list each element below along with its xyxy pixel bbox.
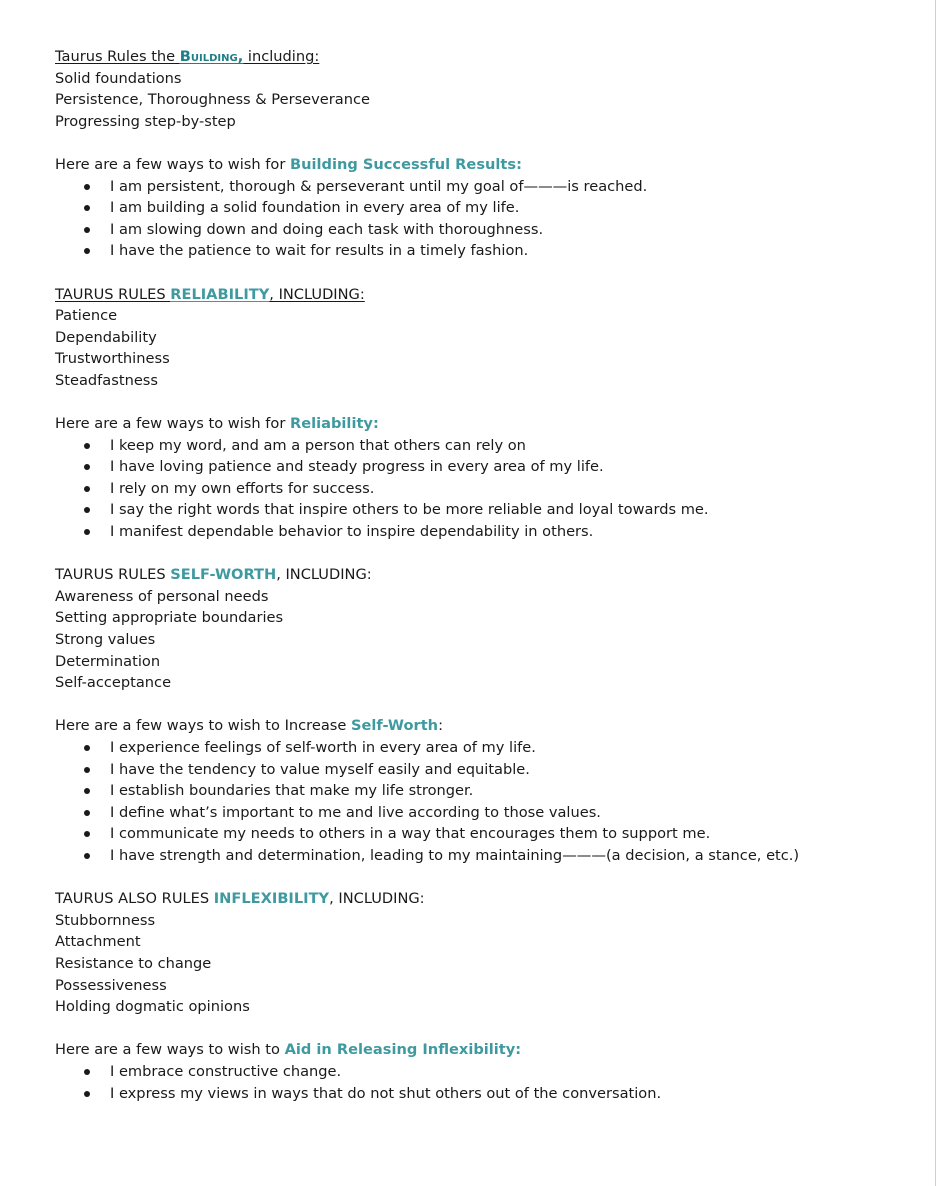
heading-suffix: , INCLUDING: bbox=[269, 285, 365, 303]
trait-line: Patience bbox=[55, 307, 118, 325]
wish-intro bbox=[55, 715, 915, 737]
wish-intro-suffix: : bbox=[516, 155, 522, 173]
wish-intro-keyword: Building Successful Results bbox=[290, 155, 517, 173]
trait-line: Attachment bbox=[55, 933, 141, 951]
document-body bbox=[55, 46, 915, 1104]
wish-list bbox=[55, 435, 915, 543]
list-item bbox=[55, 737, 915, 759]
bullet-icon bbox=[84, 486, 90, 492]
wish-intro-keyword: Aid in Releasing Inflexibility bbox=[284, 1041, 516, 1059]
list-item bbox=[55, 1061, 915, 1083]
spacer bbox=[55, 694, 915, 716]
heading-keyword: RELIABILITY bbox=[170, 285, 270, 303]
wish-intro bbox=[55, 1039, 915, 1061]
spacer bbox=[55, 543, 915, 565]
list-item-text: I am building a solid foundation in every area of my life. bbox=[110, 199, 520, 217]
heading-prefix: TAURUS ALSO RULES bbox=[55, 890, 214, 908]
wish-intro bbox=[55, 154, 915, 176]
list-item bbox=[55, 197, 915, 219]
wish-list bbox=[55, 737, 915, 867]
heading-keyword: SELF-WORTH bbox=[170, 566, 277, 584]
bullet-icon bbox=[84, 745, 90, 751]
section-building-heading bbox=[55, 46, 915, 68]
bullet-icon bbox=[84, 831, 90, 837]
list-item bbox=[55, 499, 915, 521]
trait-line: Progressing step-by-step bbox=[55, 112, 236, 130]
list-item-text: I communicate my needs to others in a way that encourages them to support me. bbox=[110, 825, 711, 843]
list-item bbox=[55, 1083, 915, 1105]
trait-line: Holding dogmatic opinions bbox=[55, 998, 250, 1016]
list-item-text: I have the patience to wait for results in a timely fashion. bbox=[110, 242, 529, 260]
list-item bbox=[55, 759, 915, 781]
list-item-text: I embrace constructive change. bbox=[110, 1062, 342, 1080]
bullet-icon bbox=[84, 443, 90, 449]
list-item-text: I establish boundaries that make my life stronger. bbox=[110, 782, 474, 800]
trait-line: Resistance to change bbox=[55, 954, 212, 972]
bullet-icon bbox=[84, 205, 90, 211]
list-item bbox=[55, 802, 915, 824]
trait-line: Awareness of personal needs bbox=[55, 587, 269, 605]
spacer bbox=[55, 262, 915, 284]
list-item-text: I have loving patience and steady progress in every area of my life. bbox=[110, 458, 604, 476]
heading-keyword: INFLEXIBILITY bbox=[213, 890, 330, 908]
bullet-icon bbox=[84, 810, 90, 816]
wish-intro-keyword: Reliability bbox=[290, 415, 373, 433]
spacer bbox=[55, 867, 915, 889]
list-item-text: I am slowing down and doing each task with thoroughness. bbox=[110, 220, 544, 238]
list-item bbox=[55, 435, 915, 457]
list-item bbox=[55, 823, 915, 845]
wish-intro-prefix: Here are a few ways to wish for bbox=[55, 155, 290, 173]
list-item-text: I have the tendency to value myself easily and equitable. bbox=[110, 760, 530, 778]
list-item-text: I experience feelings of self-worth in every area of my life. bbox=[110, 739, 536, 756]
wish-intro bbox=[55, 413, 915, 435]
bullet-icon bbox=[84, 507, 90, 513]
bullet-icon bbox=[84, 464, 90, 470]
wish-list bbox=[55, 1061, 915, 1104]
list-item-text: I keep my word, and am a person that others can rely on bbox=[110, 436, 526, 454]
page-edge bbox=[935, 0, 936, 1186]
section-reliability-heading bbox=[55, 284, 915, 306]
trait-line: Persistence, Thoroughness & Perseverance bbox=[55, 91, 370, 109]
trait-line: Stubbornness bbox=[55, 911, 156, 929]
heading-suffix: , INCLUDING: bbox=[276, 566, 372, 584]
wish-list bbox=[55, 176, 915, 262]
bullet-icon bbox=[84, 227, 90, 233]
trait-line: Solid foundations bbox=[55, 69, 182, 87]
list-item bbox=[55, 240, 915, 262]
wish-intro-suffix: : bbox=[515, 1041, 522, 1059]
list-item-text: I say the right words that inspire others to be more reliable and loyal towards me. bbox=[110, 501, 709, 519]
heading-suffix: , INCLUDING: bbox=[329, 890, 425, 908]
heading-prefix: TAURUS RULES bbox=[55, 566, 171, 584]
list-item bbox=[55, 521, 915, 543]
heading-prefix: Taurus Rules the bbox=[55, 48, 180, 65]
spacer bbox=[55, 392, 915, 414]
spacer bbox=[55, 1018, 915, 1040]
heading-prefix: TAURUS RULES bbox=[55, 285, 171, 303]
wish-intro-prefix: Here are a few ways to wish to bbox=[55, 1041, 285, 1059]
trait-line: Dependability bbox=[55, 328, 157, 346]
heading-suffix: including: bbox=[243, 48, 320, 65]
bullet-icon bbox=[84, 248, 90, 254]
bullet-icon bbox=[84, 767, 90, 773]
list-item-text: I express my views in ways that do not shut others out of the conversation. bbox=[110, 1084, 662, 1102]
list-item-text: I define what’s important to me and live according to those values. bbox=[110, 803, 601, 821]
trait-line: Determination bbox=[55, 652, 161, 670]
trait-line: Strong values bbox=[55, 631, 156, 649]
list-item-text: I am persistent, thorough & perseverant until my goal of———is reached. bbox=[110, 177, 648, 195]
trait-line: Self-acceptance bbox=[55, 674, 172, 692]
bullet-icon bbox=[84, 529, 90, 535]
list-item bbox=[55, 780, 915, 802]
list-item bbox=[55, 219, 915, 241]
list-item bbox=[55, 478, 915, 500]
wish-intro-prefix: Here are a few ways to wish for bbox=[55, 415, 290, 433]
list-item-text: I have strength and determination, leading to my maintaining———(a decision, a stance, etc.) bbox=[110, 846, 800, 864]
list-item bbox=[55, 176, 915, 198]
spacer bbox=[55, 132, 915, 154]
bullet-icon bbox=[84, 1091, 90, 1097]
list-item-text: I manifest dependable behavior to inspire dependability in others. bbox=[110, 523, 594, 541]
trait-line: Steadfastness bbox=[55, 371, 159, 389]
trait-line: Trustworthiness bbox=[55, 350, 170, 368]
bullet-icon bbox=[84, 184, 90, 190]
list-item-text: I rely on my own efforts for success. bbox=[110, 479, 375, 497]
wish-intro-prefix: Here are a few ways to wish to Increase bbox=[55, 717, 351, 735]
wish-intro-suffix: : bbox=[438, 717, 443, 735]
bullet-icon bbox=[84, 1069, 90, 1075]
wish-intro-keyword: Self-Worth bbox=[350, 717, 439, 735]
list-item bbox=[55, 456, 915, 478]
trait-line: Setting appropriate boundaries bbox=[55, 609, 284, 627]
trait-line: Possessiveness bbox=[55, 976, 167, 994]
list-item bbox=[55, 845, 915, 867]
bullet-icon bbox=[84, 788, 90, 794]
bullet-icon bbox=[84, 853, 90, 859]
section-self-worth-heading bbox=[55, 564, 915, 586]
heading-keyword: Building, bbox=[179, 48, 244, 65]
wish-intro-suffix: : bbox=[372, 415, 379, 433]
section-inflexibility-heading bbox=[55, 888, 915, 910]
